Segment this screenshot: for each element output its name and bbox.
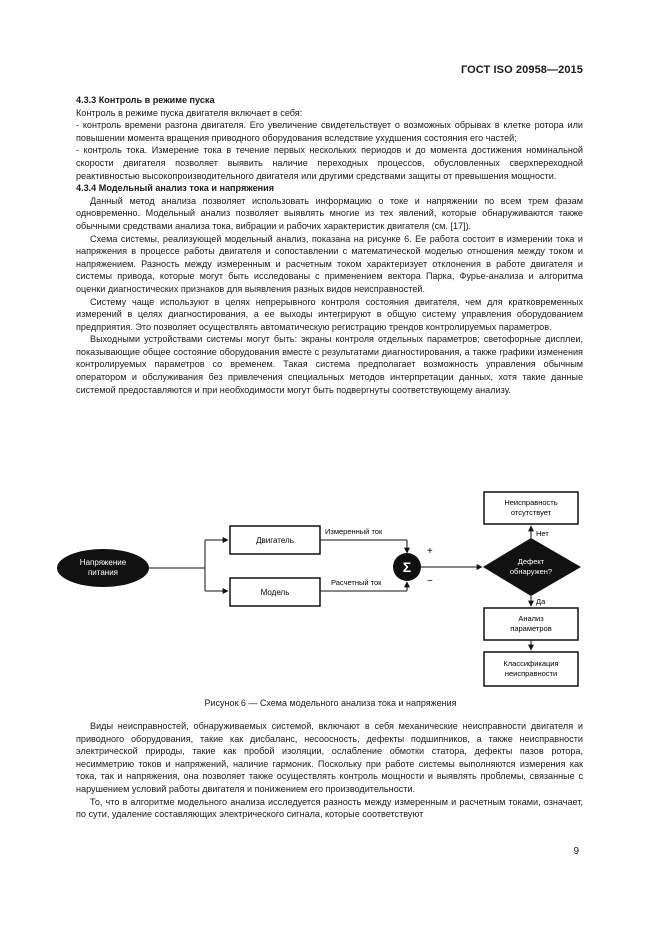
supply-label: питания	[87, 568, 119, 577]
minus-sign: −	[427, 576, 433, 587]
section-433-item-2: - контроль тока. Измерение тока в течение первых нескольких периодов и до момента достижения номинальной скорости двигателя позволяет выявить наличие переходных процессов, обусловленных сверхпереходной реактивностью высокопроизводительного двигателя или другими средствами защиты от превышения мощности.	[76, 145, 583, 181]
decision-label: Дефект	[517, 557, 545, 566]
model-label: Модель	[260, 588, 290, 597]
classification-label: Классификация	[503, 659, 559, 668]
measured-current-label: Измеренный ток	[325, 527, 383, 536]
after-figure-paragraph: Виды неисправностей, обнаруживаемых системой, включают в себя механические неисправности двигателя и приводного оборудования, такие как дисбаланс, несоосность, дефекты подшипников, а также неисправности электрической природы, такие как пробой изоляции, ослабление обмотки статора, дефекты пазов ротора, несимметрию токов и напряжений, наличие гармоник. Поскольку при работе системы выполняются измерения как тока, так и напряжения, она позволяет также осуществлять контроль мощности и выявлять проблемы, связанные с нарушением условий работы двигателя и понижением его производительности.	[76, 721, 583, 794]
page-number: 9	[573, 846, 579, 857]
yes-label: Да	[536, 597, 546, 606]
no-fault-label: отсутствует	[510, 508, 552, 517]
section-434-paragraph: Систему чаще используют в целях непрерывного контроля состояния двигателя, чем для кратковременных измерений в целях диагностирования, а ее выходы интегрируют в общую систему управления оборудованием предприятия. Это позволяет осуществлять автоматическую регистрацию трендов контролируемых параметров.	[76, 296, 583, 332]
section-434-heading: 4.3.4 Модельный анализ тока и напряжения	[76, 183, 275, 194]
standard-designation: ГОСТ ISO 20958—2015	[460, 64, 583, 76]
section-433-item-1: - контроль времени разгона двигателя. Его увеличение свидетельствует о возможных обрывах в клетке ротора или повышении момента вращения приводного оборудования вследствие ухудшения состояния его частей;	[76, 120, 583, 143]
analysis-label: параметров	[510, 624, 552, 633]
section-433-intro: Контроль в режиме пуска двигателя включает в себя:	[76, 107, 303, 118]
plus-sign: +	[427, 546, 433, 557]
figure-caption: Рисунок 6 — Схема модельного анализа тока и напряжения	[204, 698, 457, 708]
section-434-paragraph: Выходными устройствами системы могут быть: экраны контроля отдельных параметров; светофорные дисплеи, показывающие общее состояние оборудования вместе с результатами диагностирования, а также графики изменения контролируемых параметров со временем. Такая система предполагает возможность управления обычным оператором и обслуживания без привлечения специальных методов интерпретации данных, хотя такие данные системой предоставляются и при необходимости могут быть подвергнуты соответствующему анализу.	[76, 334, 583, 395]
no-label: Нет	[536, 529, 549, 538]
section-434-paragraph: Схема системы, реализующей модельный анализ, показана на рисунке 6. Ее работа состоит в измерении тока и напряжения в процессе работы двигателя и сопоставлении с математической моделью отношения между током и напряжением. Разность между измеренным и расчетным током характеризует отклонения в работе двигателя и системы привода, которые могут быть исследованы с применением вектора Парка, Фурье-анализа и алгоритма оценки диагностических признаков для выявления разных видов неисправностей.	[76, 233, 583, 294]
section-433-heading: 4.3.3 Контроль в режиме пуска	[76, 95, 215, 105]
sum-symbol: Σ	[402, 559, 412, 575]
motor-label: Двигатель	[256, 536, 294, 545]
figure-6-diagram	[55, 486, 595, 696]
body-text-top	[76, 94, 583, 396]
decision-label: обнаружен?	[509, 567, 553, 576]
after-figure-paragraph: То, что в алгоритме модельного анализа исследуется разность между измеренным и расчетным токами, означает, по сути, удаление составляющих электрического сигнала, которые соответствуют	[76, 796, 583, 820]
calculated-current-label: Расчетный ток	[331, 578, 382, 587]
supply-label: Напряжение	[79, 558, 127, 567]
body-text-bottom	[76, 720, 583, 821]
no-fault-label: Неисправность	[504, 498, 558, 507]
section-434-paragraph: Данный метод анализа позволяет использовать информацию о токе и напряжении по всем трем фазам одновременно. Модельный анализ позволяет выявлять многие из тех явлений, которые обнаруживаются также обычными средствами анализа тока, вибрации и рабочих характеристик двигателя (см. [17]).	[76, 195, 583, 231]
analysis-label: Анализ	[518, 614, 544, 623]
classification-label: неисправности	[504, 669, 558, 678]
